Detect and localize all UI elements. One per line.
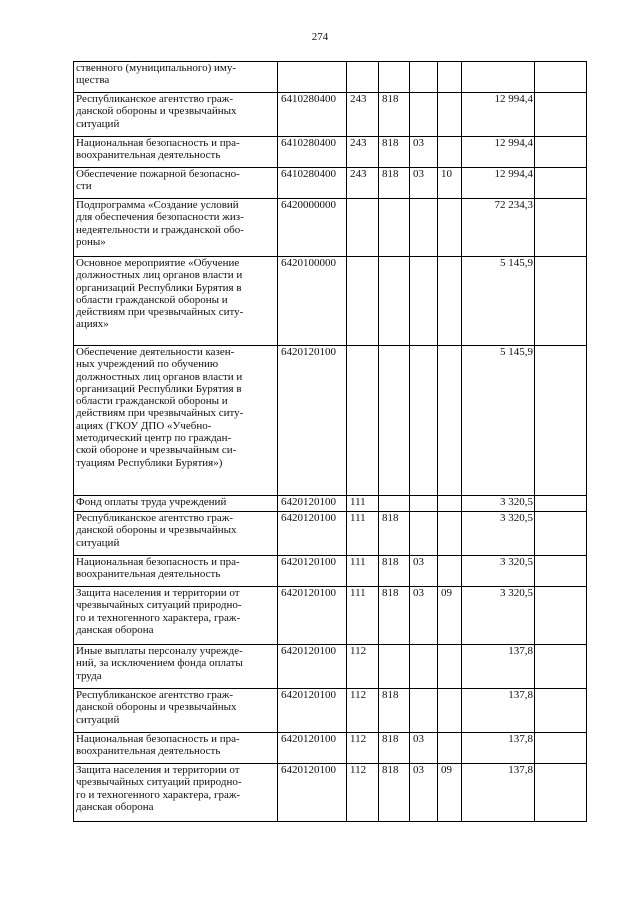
department-code-cell: 818 <box>379 587 410 645</box>
subsection-cell <box>438 257 462 346</box>
target-code-cell: 6420120100 <box>278 346 347 496</box>
table-row <box>74 93 587 137</box>
subsection-cell: 10 <box>438 168 462 199</box>
empty-cell <box>535 496 587 512</box>
subsection-cell <box>438 137 462 168</box>
expense-type-cell <box>347 257 379 346</box>
target-code-cell <box>278 62 347 93</box>
section-cell <box>410 346 438 496</box>
expense-type-cell: 111 <box>347 556 379 587</box>
table-row <box>74 733 587 764</box>
department-code-cell <box>379 62 410 93</box>
amount-cell <box>462 62 535 93</box>
subsection-cell <box>438 62 462 93</box>
empty-cell <box>535 257 587 346</box>
department-code-cell: 818 <box>379 512 410 556</box>
target-code-cell: 6420120100 <box>278 587 347 645</box>
row-name-cell: Иные выплаты персоналу учрежде- ний, за исключением фонда оплаты труда <box>74 645 278 689</box>
row-name-cell: Национальная безопасность и пра- воохранительная деятельность <box>74 733 278 764</box>
subsection-cell <box>438 496 462 512</box>
target-code-cell: 6420000000 <box>278 199 347 257</box>
expense-type-cell: 112 <box>347 733 379 764</box>
expense-type-cell: 111 <box>347 512 379 556</box>
row-name-cell: Защита населения и территории от чрезвычайных ситуаций природно- го и техногенного характера, граж- данская оборона <box>74 587 278 645</box>
amount-cell: 3 320,5 <box>462 556 535 587</box>
amount-cell: 3 320,5 <box>462 587 535 645</box>
subsection-cell <box>438 346 462 496</box>
section-cell <box>410 645 438 689</box>
row-name-cell: Республиканское агентство граж- данской обороны и чрезвычайных ситуаций <box>74 512 278 556</box>
subsection-cell <box>438 93 462 137</box>
table-row <box>74 62 587 93</box>
empty-cell <box>535 512 587 556</box>
section-cell <box>410 689 438 733</box>
row-name-cell: ственного (муниципального) иму- щества <box>74 62 278 93</box>
subsection-cell <box>438 512 462 556</box>
row-name-cell: Национальная безопасность и пра- воохранительная деятельность <box>74 556 278 587</box>
department-code-cell: 818 <box>379 93 410 137</box>
section-cell <box>410 257 438 346</box>
empty-cell <box>535 137 587 168</box>
amount-cell: 12 994,4 <box>462 137 535 168</box>
table-row <box>74 137 587 168</box>
amount-cell: 137,8 <box>462 645 535 689</box>
table-row <box>74 689 587 733</box>
row-name-cell: Обеспечение пожарной безопасно- сти <box>74 168 278 199</box>
department-code-cell <box>379 346 410 496</box>
amount-cell: 3 320,5 <box>462 512 535 556</box>
table-row <box>74 556 587 587</box>
table-row <box>74 512 587 556</box>
expense-type-cell: 243 <box>347 168 379 199</box>
amount-cell: 137,8 <box>462 733 535 764</box>
empty-cell <box>535 346 587 496</box>
amount-cell: 3 320,5 <box>462 496 535 512</box>
subsection-cell: 09 <box>438 587 462 645</box>
empty-cell <box>535 689 587 733</box>
target-code-cell: 6420120100 <box>278 496 347 512</box>
table-row <box>74 496 587 512</box>
section-cell <box>410 62 438 93</box>
empty-cell <box>535 62 587 93</box>
row-name-cell: Республиканское агентство граж- данской обороны и чрезвычайных ситуаций <box>74 93 278 137</box>
subsection-cell <box>438 645 462 689</box>
amount-cell: 12 994,4 <box>462 168 535 199</box>
amount-cell: 12 994,4 <box>462 93 535 137</box>
department-code-cell: 818 <box>379 689 410 733</box>
subsection-cell <box>438 556 462 587</box>
department-code-cell <box>379 496 410 512</box>
subsection-cell <box>438 689 462 733</box>
expense-type-cell <box>347 346 379 496</box>
subsection-cell <box>438 733 462 764</box>
empty-cell <box>535 168 587 199</box>
table-row <box>74 645 587 689</box>
department-code-cell: 818 <box>379 556 410 587</box>
expense-type-cell <box>347 199 379 257</box>
row-name-cell: Подпрограмма «Создание условий для обеспечения безопасности жиз- недеятельности и гражданской обо- роны» <box>74 199 278 257</box>
expense-type-cell: 243 <box>347 137 379 168</box>
section-cell: 03 <box>410 764 438 822</box>
target-code-cell: 6410280400 <box>278 93 347 137</box>
table-row <box>74 199 587 257</box>
target-code-cell: 6420120100 <box>278 556 347 587</box>
target-code-cell: 6420120100 <box>278 689 347 733</box>
row-name-cell: Обеспечение деятельности казен- ных учреждений по обучению должностных лиц органов власти и организаций Республики Бурятия в области гражданской обороны и действиям при чрезвычайных ситу- ациях (ГКОУ ДПО «Учебно- методический центр по граждан- ской обороне и чрезвычайным си- туациям Республики Бурятия») <box>74 346 278 496</box>
row-name-cell: Фонд оплаты труда учреждений <box>74 496 278 512</box>
section-cell: 03 <box>410 137 438 168</box>
subsection-cell: 09 <box>438 764 462 822</box>
section-cell <box>410 199 438 257</box>
expense-type-cell: 111 <box>347 496 379 512</box>
department-code-cell: 818 <box>379 764 410 822</box>
department-code-cell: 818 <box>379 168 410 199</box>
expense-type-cell: 112 <box>347 764 379 822</box>
department-code-cell: 818 <box>379 137 410 168</box>
empty-cell <box>535 587 587 645</box>
section-cell <box>410 512 438 556</box>
row-name-cell: Республиканское агентство граж- данской обороны и чрезвычайных ситуаций <box>74 689 278 733</box>
row-name-cell: Национальная безопасность и пра- воохранительная деятельность <box>74 137 278 168</box>
expense-type-cell: 112 <box>347 645 379 689</box>
empty-cell <box>535 556 587 587</box>
subsection-cell <box>438 199 462 257</box>
table-row <box>74 168 587 199</box>
department-code-cell <box>379 199 410 257</box>
amount-cell: 137,8 <box>462 764 535 822</box>
section-cell: 03 <box>410 733 438 764</box>
empty-cell <box>535 645 587 689</box>
target-code-cell: 6410280400 <box>278 137 347 168</box>
target-code-cell: 6420120100 <box>278 512 347 556</box>
empty-cell <box>535 764 587 822</box>
section-cell: 03 <box>410 587 438 645</box>
section-cell <box>410 93 438 137</box>
section-cell: 03 <box>410 168 438 199</box>
target-code-cell: 6420120100 <box>278 733 347 764</box>
department-code-cell <box>379 645 410 689</box>
amount-cell: 72 234,3 <box>462 199 535 257</box>
empty-cell <box>535 199 587 257</box>
expense-type-cell: 111 <box>347 587 379 645</box>
row-name-cell: Основное мероприятие «Обучение должностных лиц органов власти и организаций Республики Бурятия в области гражданской обороны и действиям при чрезвычайных ситу- ациях» <box>74 257 278 346</box>
department-code-cell <box>379 257 410 346</box>
department-code-cell: 818 <box>379 733 410 764</box>
table-row <box>74 346 587 496</box>
empty-cell <box>535 93 587 137</box>
target-code-cell: 6420100000 <box>278 257 347 346</box>
page-number: 274 <box>311 31 329 43</box>
section-cell <box>410 496 438 512</box>
target-code-cell: 6420120100 <box>278 645 347 689</box>
empty-cell <box>535 733 587 764</box>
expense-type-cell <box>347 62 379 93</box>
amount-cell: 5 145,9 <box>462 257 535 346</box>
row-name-cell: Защита населения и территории от чрезвычайных ситуаций природно- го и техногенного характера, граж- данская оборона <box>74 764 278 822</box>
table-row <box>74 257 587 346</box>
target-code-cell: 6410280400 <box>278 168 347 199</box>
section-cell: 03 <box>410 556 438 587</box>
table-row <box>74 764 587 822</box>
expense-type-cell: 112 <box>347 689 379 733</box>
budget-table <box>73 61 587 822</box>
amount-cell: 5 145,9 <box>462 346 535 496</box>
amount-cell: 137,8 <box>462 689 535 733</box>
table-row <box>74 587 587 645</box>
expense-type-cell: 243 <box>347 93 379 137</box>
target-code-cell: 6420120100 <box>278 764 347 822</box>
